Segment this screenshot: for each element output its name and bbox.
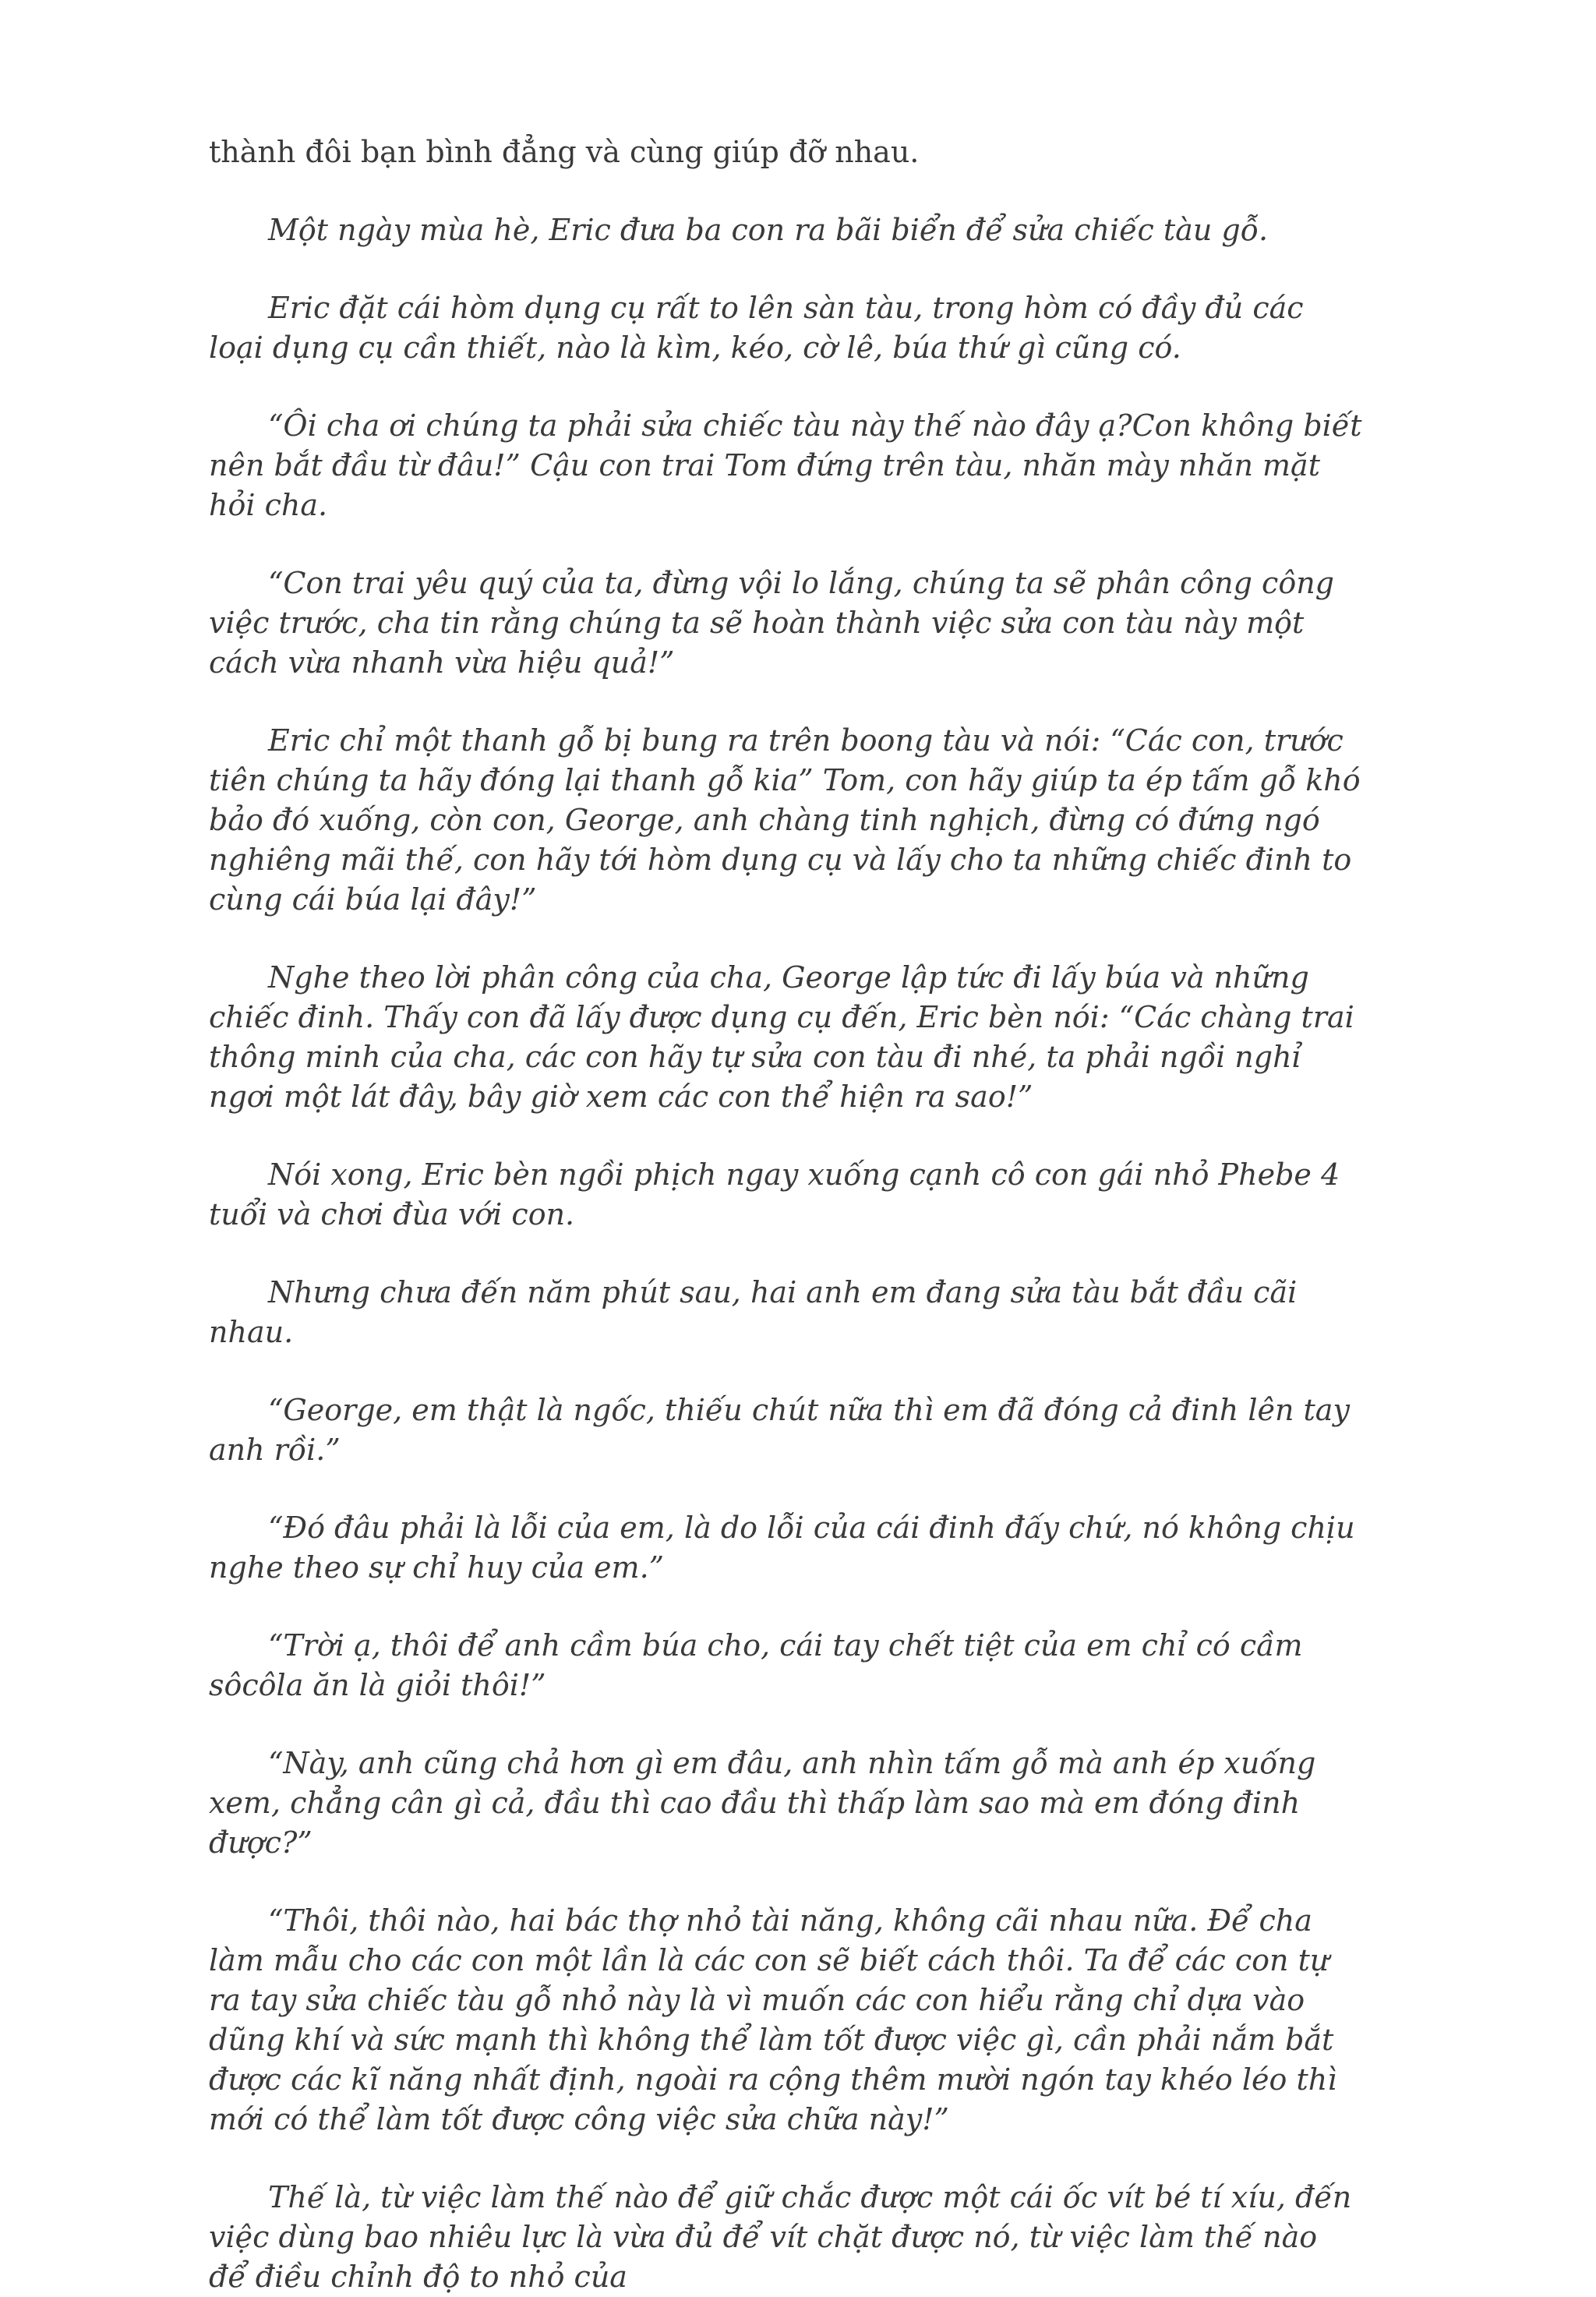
- paragraph-continuation: thành đôi bạn bình đẳng và cùng giúp đỡ nhau.: [209, 135, 920, 169]
- paragraph: “Con trai yêu quý của ta, đừng vội lo lắng, chúng ta sẽ phân công công việc trước, cha tin rằng chúng ta sẽ hoàn thành việc sửa con tàu này một cách vừa nhanh vừa hiệu quả!”: [209, 566, 1334, 680]
- paragraph: Eric chỉ một thanh gỗ bị bung ra trên boong tàu và nói: “Các con, trước tiên chúng ta hãy đóng lại thanh gỗ kia” Tom, con hãy giúp ta ép tấm gỗ khó bảo đó xuống, còn con, George, anh chàng tinh nghịch, đừng có đứng ngó nghiêng mãi thế, con hãy tới hòm dụng cụ và lấy cho ta những chiếc đinh to cùng cái búa lại đây!”: [209, 723, 1361, 917]
- paragraph: “Thôi, thôi nào, hai bác thợ nhỏ tài năng, không cãi nhau nữa. Để cha làm mẫu cho các con một lần là các con sẽ biết cách thôi. Ta để các con tự ra tay sửa chiếc tàu gỗ nhỏ này là vì muốn các con hiểu rằng chỉ dựa vào dũng khí và sức mạnh thì không thể làm tốt được việc gì, cần phải nắm bắt được các kĩ năng nhất định, ngoài ra cộng thêm mười ngón tay khéo léo thì mới có thể làm tốt được công việc sửa chữa này!”: [209, 1903, 1337, 2136]
- paragraph: “George, em thật là ngốc, thiếu chút nữa thì em đã đóng cả đinh lên tay anh rồi.”: [209, 1393, 1350, 1467]
- paragraph: Eric đặt cái hòm dụng cụ rất to lên sàn tàu, trong hòm có đầy đủ các loại dụng cụ cần thiết, nào là kìm, kéo, cờ lê, búa thứ gì cũng có.: [209, 291, 1304, 365]
- paragraph: Thế là, từ việc làm thế nào để giữ chắc được một cái ốc vít bé tí xíu, đến việc dùng bao nhiêu lực là vừa đủ để vít chặt được nó, từ việc làm thế nào để điều chỉnh độ to nhỏ của: [209, 2180, 1352, 2294]
- paragraph: Nói xong, Eric bèn ngồi phịch ngay xuống cạnh cô con gái nhỏ Phebe 4 tuổi và chơi đùa với con.: [209, 1157, 1340, 1232]
- paragraph: “Đó đâu phải là lỗi của em, là do lỗi của cái đinh đấy chứ, nó không chịu nghe theo sự chỉ huy của em.”: [209, 1511, 1355, 1585]
- paragraph: Một ngày mùa hè, Eric đưa ba con ra bãi biển để sửa chiếc tàu gỗ.: [268, 213, 1269, 247]
- paragraph: “Này, anh cũng chả hơn gì em đâu, anh nhìn tấm gỗ mà anh ép xuống xem, chẳng cân gì cả, đầu thì cao đầu thì thấp làm sao mà em đóng đinh được?”: [209, 1746, 1316, 1860]
- paragraph: Nhưng chưa đến năm phút sau, hai anh em đang sửa tàu bắt đầu cãi nhau.: [209, 1275, 1298, 1349]
- paragraph: “Ôi cha ơi chúng ta phải sửa chiếc tàu này thế nào đây ạ?Con không biết nên bắt đầu từ đâu!” Cậu con trai Tom đứng trên tàu, nhăn mày nhăn mặt hỏi cha.: [209, 408, 1362, 522]
- paragraph: Nghe theo lời phân công của cha, George lập tức đi lấy búa và những chiếc đinh. Thấy con đã lấy được dụng cụ đến, Eric bèn nói: “Các chàng trai thông minh của cha, các con hãy tự sửa con tàu đi nhé, ta phải ngồi nghỉ ngơi một lát đây, bây giờ xem các con thể hiện ra sao!”: [209, 960, 1354, 1114]
- paragraph: “Trời ạ, thôi để anh cầm búa cho, cái tay chết tiệt của em chỉ có cầm sôcôla ăn là giỏi thôi!”: [209, 1628, 1303, 1702]
